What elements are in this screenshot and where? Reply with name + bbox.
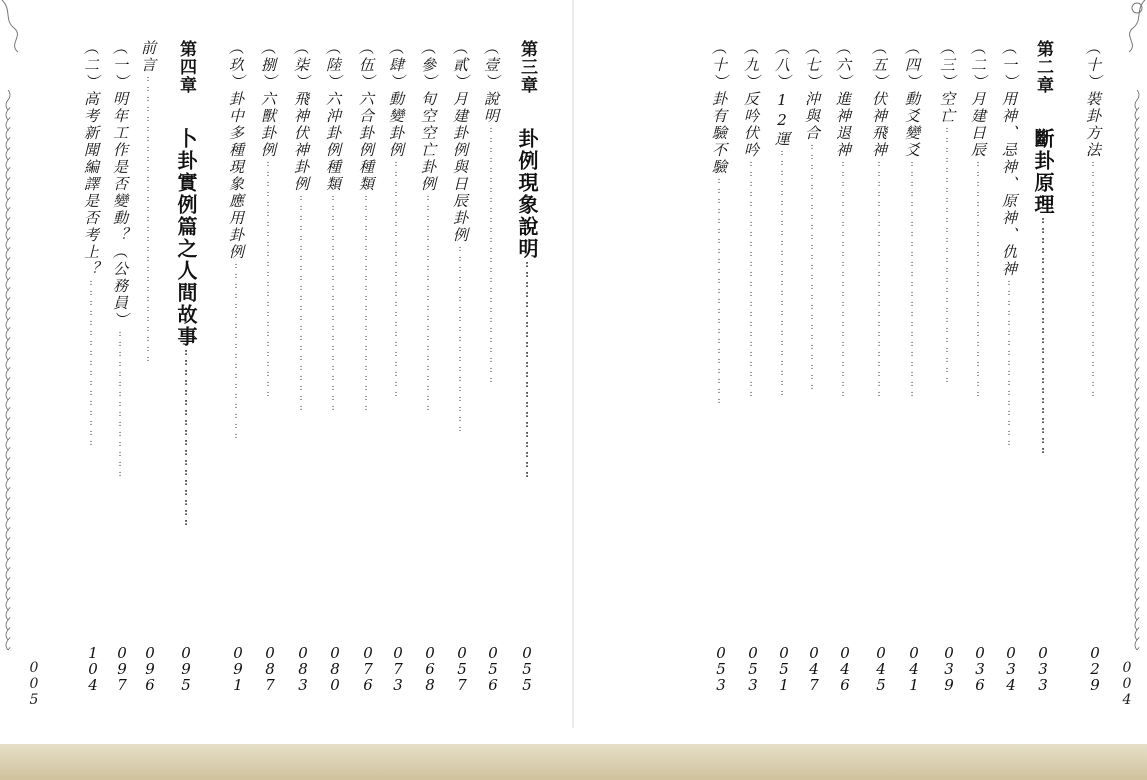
entry-title: 卦中多種現象應用卦例	[227, 91, 245, 261]
dot-leader: ::::::::::::::::::::::	[423, 193, 433, 413]
page-number: 0 3 6	[975, 644, 985, 694]
entry-title: 旬空空亡卦例	[419, 91, 437, 193]
chapter-number: 第三章	[517, 40, 537, 94]
page-number: 0 8 3	[298, 644, 308, 694]
toc-entry	[711, 40, 726, 406]
page-number: 0 4 5	[876, 644, 886, 694]
decorative-border-left	[4, 90, 12, 650]
page-number: 0 7 3	[393, 644, 403, 694]
toc-entry	[743, 40, 758, 399]
page-number: 0 5 3	[716, 644, 726, 694]
ornament-corner-left	[0, 0, 40, 60]
scan-bottom-band	[0, 744, 1147, 780]
page-number: 0 9 5	[181, 644, 191, 694]
dot-leader: ::::::::::::::::::::::::	[1088, 159, 1098, 399]
entry-title: 月建卦例與日辰卦例	[451, 91, 469, 244]
dot-leader: ::::::::::::::::::::::::	[746, 159, 756, 399]
entry-title: 沖與合	[803, 91, 821, 142]
chapter-number: 第二章	[1033, 40, 1053, 94]
entry-number: （二）	[969, 40, 987, 91]
entry-number: （陸）	[324, 40, 342, 91]
dot-leader: ::::::::::::::::::::::	[522, 260, 532, 480]
page-number: 0 9 7	[117, 644, 127, 694]
toc-entry	[1085, 40, 1100, 399]
entry-title: 動爻變爻	[903, 91, 921, 159]
page-number: 0 5 1	[779, 644, 789, 694]
toc-entry	[904, 40, 919, 399]
decorative-border-right	[1133, 90, 1141, 650]
page-number: 0 4 1	[909, 644, 919, 694]
chapter-title: 斷卦原理	[1031, 128, 1055, 216]
entry-title: 前言	[139, 40, 157, 74]
dot-leader: :::::::::::::::::	[86, 278, 96, 448]
entry-title: 月建日辰	[969, 91, 987, 159]
entry-number: （九）	[742, 40, 760, 91]
chapter-number: 第四章	[176, 40, 196, 94]
entry-title: 反吟伏吟	[742, 91, 760, 159]
dot-leader: ::::::::::::::::::::::::	[1038, 216, 1048, 456]
dot-leader: :::::::::::::::::::::::::	[807, 142, 817, 392]
dot-leader: ::::::::::::::::::	[181, 348, 191, 528]
entry-title: 高考新聞編譯是否考上？	[82, 91, 100, 278]
page-number: 0 6 8	[425, 644, 435, 694]
entry-title: 空亡	[938, 91, 956, 125]
toc-entry	[835, 40, 850, 399]
toc-entry	[388, 40, 403, 399]
entry-title: 卦有驗不驗	[710, 91, 728, 176]
toc-entry	[774, 40, 789, 398]
entry-number: （一）	[1000, 40, 1018, 91]
page-number: 0 3 4	[1006, 644, 1016, 694]
entry-title: 六獸卦例	[259, 91, 277, 159]
page-number: 0 3 9	[944, 644, 954, 694]
entry-title: 12運	[773, 91, 791, 148]
page-number: 0 8 7	[265, 644, 275, 694]
page-number: 0 5 3	[748, 644, 758, 694]
page-number: 0 4 6	[840, 644, 850, 694]
entry-title: 用神、忌神、原神、仇神	[1000, 91, 1018, 278]
page-number: 0 9 1	[233, 644, 243, 694]
toc-entry	[358, 40, 373, 413]
entry-title: 六沖卦例種類	[324, 91, 342, 193]
entry-title: 說明	[482, 91, 500, 125]
page-number: 0 2 9	[1090, 644, 1100, 694]
toc-entry	[140, 40, 155, 364]
ornament-corner-right	[1107, 0, 1147, 60]
entry-number: （二）	[82, 40, 100, 91]
entry-number: （一）	[111, 40, 129, 91]
page-number: 0 4 7	[809, 644, 819, 694]
left-page	[0, 0, 573, 780]
toc-entry	[112, 40, 127, 479]
entry-number: （三）	[938, 40, 956, 91]
dot-leader: ::::::::::::::::::::::::	[874, 159, 884, 399]
toc-entry	[420, 40, 435, 413]
entry-number: （貳）	[451, 40, 469, 91]
chapter-heading	[176, 40, 196, 528]
entry-title: 動變卦例	[387, 91, 405, 159]
toc-entry	[325, 40, 340, 413]
dot-leader: ::::::::::::::::::::::::::	[486, 125, 496, 385]
dot-leader: ::::::::::::::::::::::::::	[942, 125, 952, 385]
page-number: 0 5 6	[488, 644, 498, 694]
dot-leader: ::::::::::::::::::::::::	[973, 159, 983, 399]
entry-number: （柒）	[292, 40, 310, 91]
toc-entry	[83, 40, 98, 448]
dot-leader: ::::::::::::::::::::::::	[907, 159, 917, 399]
entry-number: （七）	[803, 40, 821, 91]
entry-number: （六）	[834, 40, 852, 91]
dot-leader: ::::::::::::::::::::::::	[263, 159, 273, 399]
entry-title: 飛神伏神卦例	[292, 91, 310, 193]
toc-entry	[452, 40, 467, 434]
dot-leader: :::::::::::::::::::::::	[714, 176, 724, 406]
entry-number: （十）	[710, 40, 728, 91]
page-number: 0 5 7	[457, 644, 467, 694]
page-number: 0 3 3	[1038, 644, 1048, 694]
toc-entry	[228, 40, 243, 441]
entry-number: （四）	[903, 40, 921, 91]
entry-title: 裝卦方法	[1084, 91, 1102, 159]
chapter-title: 卦例現象說明	[515, 128, 539, 260]
toc-entry	[1001, 40, 1016, 448]
page-number: 0 7 6	[363, 644, 373, 694]
entry-title: 進神退神	[834, 91, 852, 159]
chapter-title: 卜卦實例篇之人間故事	[174, 128, 198, 348]
dot-leader: ::::::::::::::::::::::	[296, 193, 306, 413]
entry-title: 明年工作是否變動？（公務員）	[111, 91, 129, 329]
chapter-heading	[517, 40, 537, 480]
toc-entry	[483, 40, 498, 385]
folio-right: 0 0 4	[1122, 660, 1132, 708]
entry-number: （肆）	[387, 40, 405, 91]
entry-number: （十）	[1084, 40, 1102, 91]
entry-number: （玖）	[227, 40, 245, 91]
chapter-heading	[1033, 40, 1053, 456]
dot-leader: ::::::::::::::::::	[231, 261, 241, 441]
entry-title: 伏神飛神	[870, 91, 888, 159]
entry-number: （八）	[773, 40, 791, 91]
toc-entry	[970, 40, 985, 399]
folio-left: 0 0 5	[29, 660, 39, 708]
page-number: 1 0 4	[88, 644, 98, 694]
dot-leader: ::::::::::::::::::::::::	[391, 159, 401, 399]
page-number: 0 9 6	[145, 644, 155, 694]
dot-leader: :::::::::::::::::::::::::::::	[143, 74, 153, 364]
dot-leader: :::::::::::::::::::::::::	[777, 148, 787, 398]
dot-leader: ::::::::::::::::::::::	[328, 193, 338, 413]
page-number: 0 8 0	[330, 644, 340, 694]
dot-leader: :::::::::::::::	[115, 329, 125, 479]
toc-entry	[260, 40, 275, 399]
entry-number: （捌）	[259, 40, 277, 91]
right-page	[574, 0, 1147, 780]
entry-number: （伍）	[357, 40, 375, 91]
page-number: 0 5 5	[522, 644, 532, 694]
dot-leader: ::::::::::::::::::::::	[361, 193, 371, 413]
entry-title: 六合卦例種類	[357, 91, 375, 193]
dot-leader: ::::::::::::::::::::::::	[838, 159, 848, 399]
toc-entry	[939, 40, 954, 385]
toc-entry	[804, 40, 819, 392]
entry-number: （參）	[419, 40, 437, 91]
dot-leader: :::::::::::::::::	[1004, 278, 1014, 448]
dot-leader: :::::::::::::::::::	[455, 244, 465, 434]
toc-entry	[871, 40, 886, 399]
entry-number: （五）	[870, 40, 888, 91]
toc-entry	[293, 40, 308, 413]
entry-number: （壹）	[482, 40, 500, 91]
